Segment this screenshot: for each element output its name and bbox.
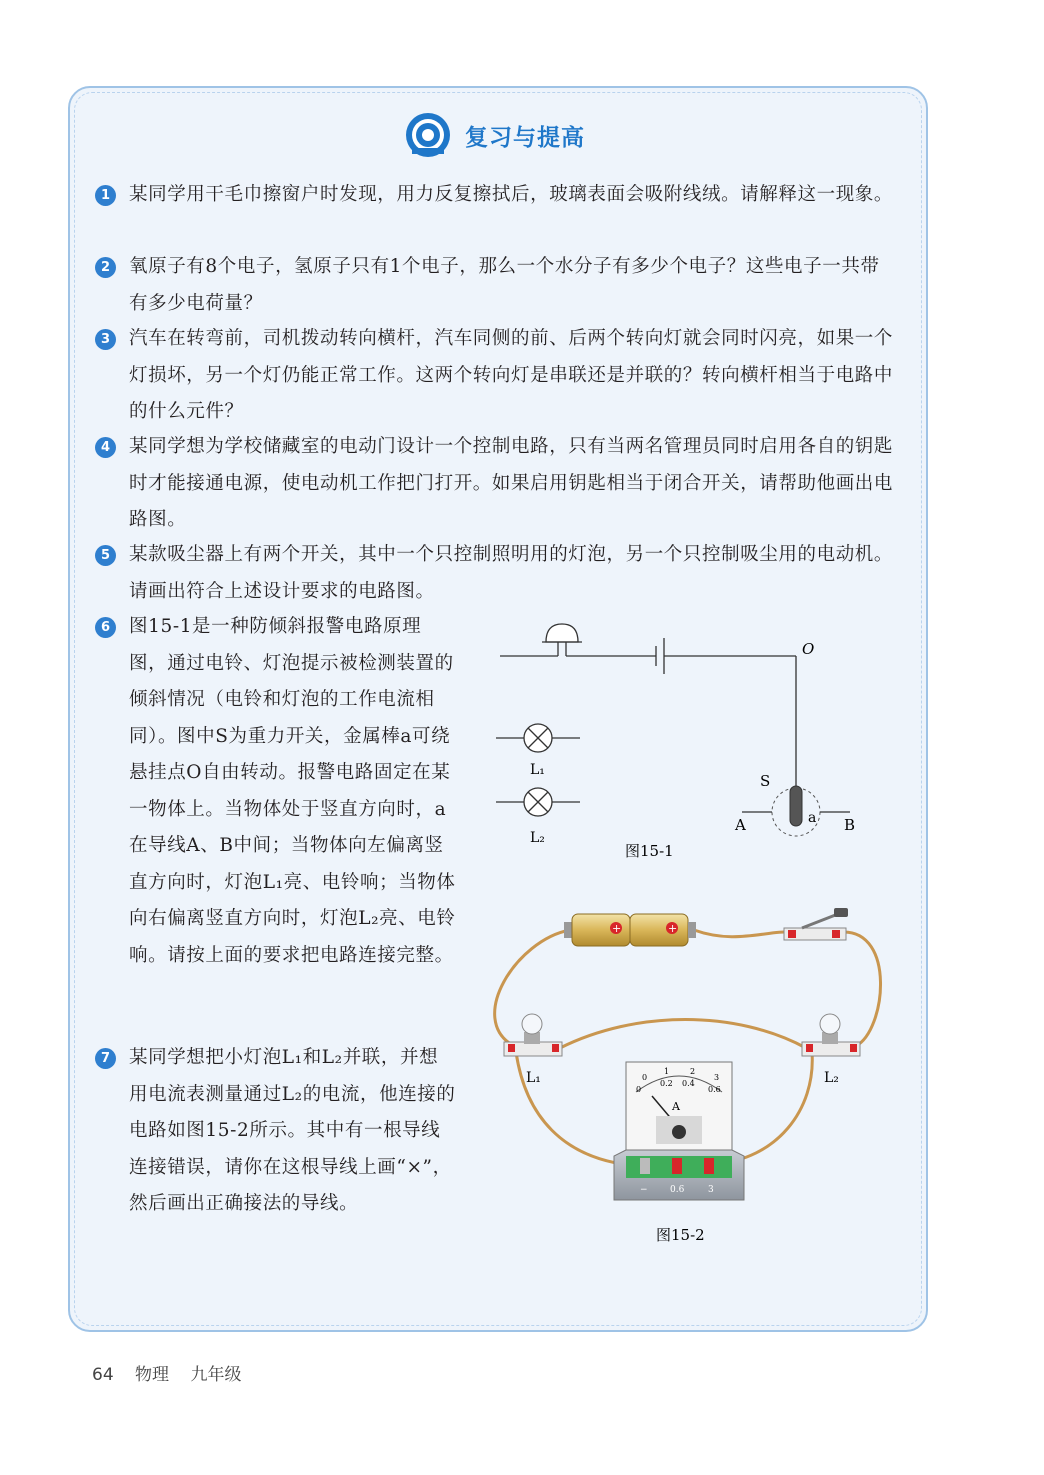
label-L1: L₁ (530, 762, 545, 778)
question-number: 4 (95, 437, 116, 458)
figure-caption: 图15-1 (625, 842, 674, 860)
ammeter-icon (614, 1062, 744, 1200)
question-text: 某同学想为学校储藏室的电动门设计一个控制电路，只有当两名管理员同时启用各自的钥匙时才能接通电源，使电动机工作把门打开。如果启用钥匙相当于闭合开关，请帮助他画出电路图。 (129, 436, 894, 530)
scale-label: 0.4 (682, 1079, 695, 1088)
question-number: 6 (95, 617, 116, 638)
label-A: A (735, 816, 746, 834)
bulb-L2-icon (802, 1014, 860, 1056)
scale-label: 0.6 (708, 1085, 721, 1094)
lamp-L1-icon (496, 724, 580, 752)
page-footer (92, 1360, 257, 1385)
question-number: 1 (95, 185, 116, 206)
section-title: 复习与提高 (465, 124, 585, 151)
target-icon (405, 112, 451, 158)
meter-unit: A (672, 1100, 680, 1113)
bulb-L1-icon (504, 1014, 562, 1056)
label-B: B (844, 816, 856, 834)
question-text: 某同学想把小灯泡L₁和L₂并联，并想用电流表测量通过L₂的电流，他连接的电路如图15-2所示。其中有一根导线连接错误，请你在这根导线上画“×”，然后画出正确接法的导线。 (129, 1047, 456, 1214)
question-text: 图15-1是一种防倾斜报警电路原理图，通过电铃、灯泡提示被检测装置的倾斜情况（电铃和灯泡的工作电流相同）。图中S为重力开关，金属棒a可绕悬挂点O自由转动。报警电路固定在某一物体上。当物体处于竖直方向时，a在导线A、B中间；当物体向左偏离竖直方向时，灯泡L₁亮、电铃响；当物体向右偏离竖直方向时，灯泡L₂亮、电铃响。请按上面的要求把电路连接完整。 (129, 616, 456, 966)
scale-label: 0 (642, 1073, 648, 1082)
label-L2: L₂ (530, 830, 545, 846)
lamp-L2-icon (496, 788, 580, 816)
question-number: 2 (95, 257, 116, 278)
label-S: S (760, 772, 771, 790)
scale-label: 0.2 (660, 1079, 673, 1088)
scale-label: 2 (690, 1067, 696, 1076)
knife-switch-icon (784, 908, 848, 940)
terminal-label: − (640, 1185, 648, 1195)
label-O: O (802, 640, 815, 658)
figure-15-2 (476, 900, 896, 1250)
figure-caption: 图15-2 (656, 1226, 705, 1244)
question-2 (95, 249, 895, 322)
scale-label: 3 (714, 1073, 720, 1082)
section-header (405, 112, 585, 158)
subject: 物理 (135, 1365, 170, 1385)
question-3 (95, 321, 895, 431)
question-number: 5 (95, 545, 116, 566)
svg-text:+: + (612, 922, 622, 935)
grade: 九年级 (190, 1365, 242, 1385)
label-L2: L₂ (824, 1070, 839, 1086)
question-text: 汽车在转弯前，司机拨动转向横杆，汽车同侧的前、后两个转向灯就会同时闪亮，如果一个灯损坏，另一个灯仍能正常工作。这两个转向灯是串联还是并联的？转向横杆相当于电路中的什么元件？ (129, 328, 894, 422)
scale-label: 0 (636, 1085, 642, 1094)
question-text: 某同学用干毛巾擦窗户时发现，用力反复擦拭后，玻璃表面会吸附线绒。请解释这一现象。 (129, 184, 894, 205)
question-text: 某款吸尘器上有两个开关，其中一个只控制照明用的灯泡，另一个只控制吸尘用的电动机。请画出符合上述设计要求的电路图。 (129, 544, 894, 602)
terminal-label: 3 (708, 1185, 714, 1195)
battery-icon (656, 638, 664, 674)
terminal-label: 0.6 (670, 1185, 685, 1195)
question-number: 7 (95, 1048, 116, 1069)
question-4 (95, 429, 895, 539)
label-a: a (808, 810, 817, 826)
bell-icon (542, 624, 582, 656)
svg-text:+: + (668, 922, 678, 935)
gravity-switch (742, 786, 850, 836)
page-number: 64 (92, 1365, 114, 1385)
question-number: 3 (95, 329, 116, 350)
figure-15-1 (480, 610, 900, 860)
question-5 (95, 537, 895, 610)
question-7 (95, 1040, 457, 1223)
scale-label: 1 (664, 1067, 670, 1076)
question-text: 氧原子有8个电子，氢原子只有1个电子，那么一个水分子有多少个电子？这些电子一共带有多少电荷量？ (129, 256, 880, 314)
question-6 (95, 609, 457, 974)
question-1 (95, 177, 895, 214)
battery-icon (564, 914, 696, 946)
label-L1: L₁ (526, 1070, 541, 1086)
